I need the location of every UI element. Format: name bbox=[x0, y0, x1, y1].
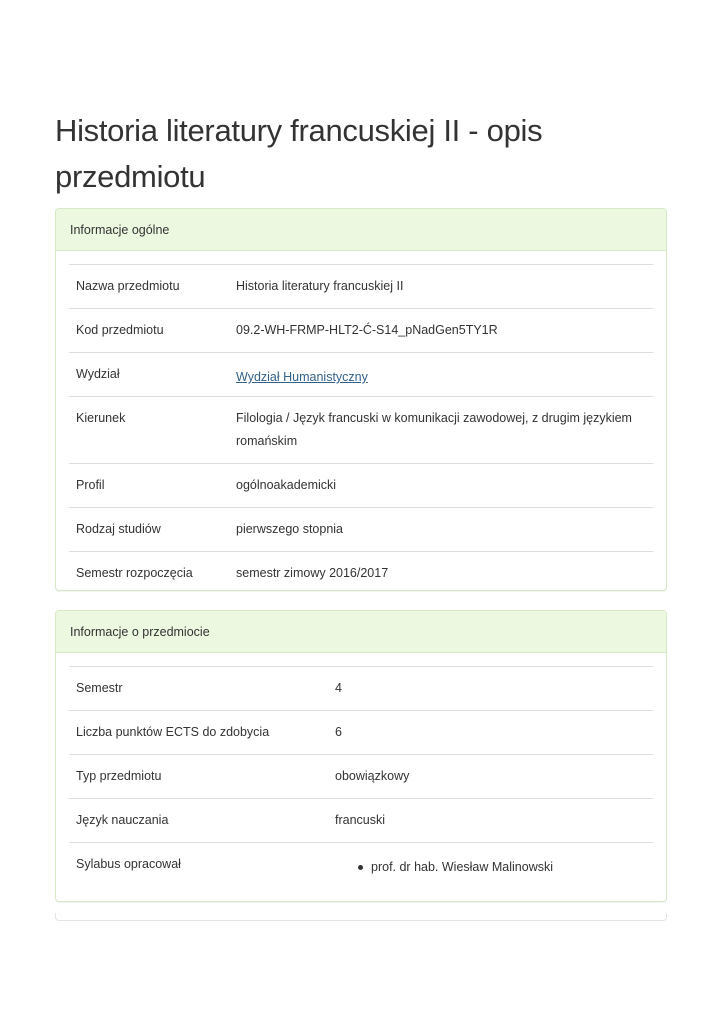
bullet-icon bbox=[358, 865, 363, 870]
course-info-panel bbox=[55, 610, 667, 902]
table-row bbox=[69, 464, 653, 508]
row-label: Sylabus opracował bbox=[69, 843, 328, 890]
next-panel-edge bbox=[55, 913, 667, 921]
row-label: Wydział bbox=[69, 353, 229, 397]
table-row bbox=[69, 397, 653, 464]
row-label: Semestr rozpoczęcia bbox=[69, 552, 229, 596]
general-info-body bbox=[56, 251, 666, 595]
course-info-table bbox=[69, 666, 653, 889]
general-info-heading: Informacje ogólne bbox=[56, 209, 666, 251]
faculty-link[interactable]: Wydział Humanistyczny bbox=[236, 370, 368, 384]
table-row bbox=[69, 799, 653, 843]
row-label: Liczba punktów ECTS do zdobycia bbox=[69, 711, 328, 755]
table-row bbox=[69, 353, 653, 397]
row-label: Język nauczania bbox=[69, 799, 328, 843]
row-label: Kod przedmiotu bbox=[69, 309, 229, 353]
row-label: Rodzaj studiów bbox=[69, 508, 229, 552]
row-value: Filologia / Język francuski w komunikacji zawodowej, z drugim językiem romańskim bbox=[229, 397, 653, 464]
row-label: Profil bbox=[69, 464, 229, 508]
general-info-panel bbox=[55, 208, 667, 591]
general-info-table bbox=[69, 264, 653, 595]
row-value: 09.2-WH-FRMP-HLT2-Ć-S14_pNadGen5TY1R bbox=[229, 309, 653, 353]
table-row bbox=[69, 309, 653, 353]
row-value: pierwszego stopnia bbox=[229, 508, 653, 552]
row-label: Typ przedmiotu bbox=[69, 755, 328, 799]
row-value bbox=[229, 353, 653, 397]
table-row bbox=[69, 667, 653, 711]
row-label: Kierunek bbox=[69, 397, 229, 464]
table-row bbox=[69, 552, 653, 596]
row-label: Semestr bbox=[69, 667, 328, 711]
row-value: semestr zimowy 2016/2017 bbox=[229, 552, 653, 596]
list-item bbox=[371, 856, 646, 879]
row-value: 4 bbox=[328, 667, 653, 711]
row-value: francuski bbox=[328, 799, 653, 843]
course-info-body bbox=[56, 653, 666, 889]
row-value: obowiązkowy bbox=[328, 755, 653, 799]
course-info-heading: Informacje o przedmiocie bbox=[56, 611, 666, 653]
table-row bbox=[69, 711, 653, 755]
author-list bbox=[335, 856, 646, 879]
page-title: Historia literatury francuskiej II - opis przedmiotu bbox=[55, 113, 543, 194]
row-value: ogólnoakademicki bbox=[229, 464, 653, 508]
row-value: Historia literatury francuskiej II bbox=[229, 265, 653, 309]
row-value bbox=[328, 843, 653, 890]
table-row bbox=[69, 755, 653, 799]
row-label: Nazwa przedmiotu bbox=[69, 265, 229, 309]
table-row bbox=[69, 508, 653, 552]
row-value: 6 bbox=[328, 711, 653, 755]
author-name: prof. dr hab. Wiesław Malinowski bbox=[371, 860, 554, 874]
table-row bbox=[69, 265, 653, 309]
table-row bbox=[69, 843, 653, 890]
